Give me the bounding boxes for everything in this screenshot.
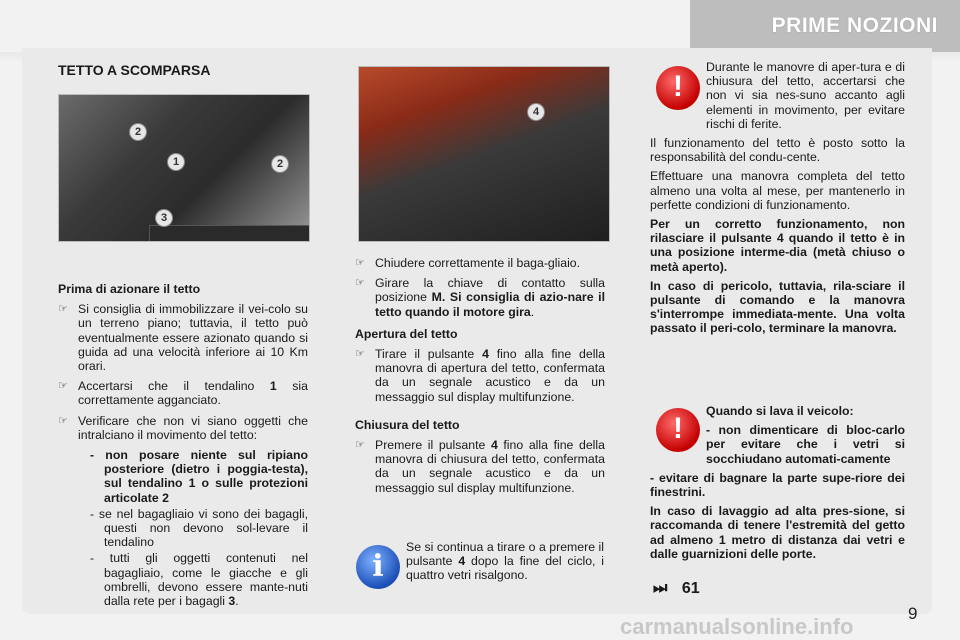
item-number: 3: [228, 594, 236, 609]
pointing-hand-icon: ☞: [355, 257, 365, 269]
warning-icon: !: [656, 66, 700, 110]
list-item: [58, 302, 308, 373]
item-text: Premere il pulsante: [375, 438, 486, 453]
item-text: Accertarsi che il tendalino: [78, 379, 255, 394]
note-text: dopo la fine del ciclo, i quattro vetri risalgono.: [406, 554, 605, 583]
trunk-cover: [149, 225, 310, 242]
photo-label: 4: [527, 103, 545, 121]
photo-label: 2: [271, 155, 289, 173]
punctuation: .: [530, 304, 535, 319]
item-number: 4: [482, 347, 489, 362]
wash-line: - non dimenticare di bloc-carlo per evitare che i vetri si socchiudano automati-camente: [706, 423, 905, 466]
warning-icon: !: [656, 408, 700, 452]
list-item: [355, 276, 605, 319]
list-item: [58, 379, 308, 407]
wash-note: [650, 404, 905, 566]
item-text: Tirare il pulsante: [375, 347, 475, 362]
info-icon: i: [356, 545, 400, 589]
pointing-hand-icon: ☞: [58, 414, 68, 427]
page-reference[interactable]: [653, 580, 700, 598]
item-text: Girare la chiave di contatto sulla posizione: [375, 276, 605, 305]
column-warnings: [650, 60, 905, 341]
warning-paragraph: Il funzionamento del tetto è posto sotto la responsabilità del condu-cente.: [650, 136, 905, 165]
subheading: Chiusura del tetto: [355, 417, 460, 432]
item-number: 1: [269, 379, 277, 394]
dash-item: - non posare niente sul ripiano posteriore (dietro i poggia-testa), sul tendalino 1 o sulle protezioni articolate 2: [90, 448, 308, 505]
item-text-bold: . Si consiglia di azio-nare il tetto quando il motore gira: [375, 290, 605, 319]
item-text: Chiudere correttamente il baga-gliaio.: [375, 256, 581, 270]
photo-label: 2: [129, 123, 147, 141]
item-text: fino alla fine della manovra di chiusura del tetto, confermata da un segnale acustico e da un messaggio sul display multifunzione.: [375, 438, 605, 495]
wash-line: - evitare di bagnare la parte supe-riore dei finestrini.: [650, 470, 905, 500]
subheading: Apertura del tetto: [355, 326, 458, 341]
pointing-hand-icon: ☞: [355, 439, 365, 452]
pointing-hand-icon: ☞: [58, 380, 68, 393]
pointing-hand-icon: ☞: [58, 303, 68, 316]
section-title: TETTO A SCOMPARSA: [58, 62, 211, 78]
key-position: M: [431, 290, 442, 305]
photo-label: 1: [167, 153, 185, 171]
reference-page: 61: [681, 580, 700, 597]
item-text: fino alla fine della manovra di apertura del tetto, confermata da un segnale acustico e da un messaggio sul display multifunzione.: [375, 347, 606, 404]
warning-paragraph: In caso di pericolo, tuttavia, rila-sciare il pulsante di comando e la manovra s'interrompe immediata-mente. Una volta passato il peri-colo, terminare la manovra.: [650, 278, 905, 336]
list-item: [355, 256, 605, 270]
page-header-title: PRIME NOZIONI: [771, 14, 938, 37]
dash-item: [74, 551, 308, 608]
warning-paragraph: Per un corretto funzionamento, non rilasciare il pulsante 4 quando il tetto è in una posizione interme-dia (metà chiuso o metà aperto).: [650, 217, 905, 274]
dash-item: - se nel bagagliaio vi sono dei bagagli, questi non devono sol-levare il tendalino: [90, 506, 308, 550]
roof-switch-photo: [358, 66, 610, 242]
photo-label: 3: [155, 209, 173, 227]
item-number: 4: [490, 438, 498, 453]
column-operation: [355, 256, 605, 501]
column-before-operation: [58, 282, 308, 610]
item-text: Si consiglia di immobilizzare il vei-colo su un terreno piano; tuttavia, il tetto può eventualmente essere azionato quando si guida ad una velocità inferiore ai 10 Km orari.: [78, 302, 308, 374]
item-text: Verificare che non vi siano oggetti che intralciano il movimento del tetto:: [78, 413, 308, 442]
list-item: [58, 414, 308, 442]
list-item: [355, 347, 605, 404]
wash-heading: Quando si lava il veicolo:: [706, 404, 854, 418]
fast-forward-icon: ⏭: [653, 580, 668, 597]
punctuation: .: [235, 594, 239, 609]
subheading: Prima di azionare il tetto: [58, 282, 201, 296]
info-note: [406, 540, 604, 583]
item-text: sia correttamente agganciato.: [78, 379, 308, 408]
page-number: 9: [908, 604, 918, 623]
note-text: Se si continua a tirare o a premere il pulsante: [406, 540, 604, 569]
pointing-hand-icon: ☞: [355, 277, 365, 290]
trunk-photo: [58, 94, 310, 242]
wash-line: In caso di lavaggio ad alta pres-sione, si raccomanda di tenere l'estremità del getto ad almeno 1 metro di distanza dai vetri e dalle guarnizioni delle porte.: [650, 504, 905, 561]
item-number: 4: [458, 554, 466, 569]
warning-paragraph: Durante le manovre di aper-tura e di chiusura del tetto, accertarsi che non vi sia nes-suno accanto agli elementi in movimento, per evitare rischi di ferite.: [706, 60, 905, 131]
pointing-hand-icon: ☞: [355, 348, 365, 361]
list-item: [355, 438, 605, 495]
warning-paragraph: Effettuare una manovra completa del tetto almeno una volta al mese, per mantenerlo in perfette condizioni di funzionamento.: [650, 169, 905, 212]
dash-text: - tutti gli oggetti contenuti nel bagagliaio, come le giacche e gli ombrelli, devono essere mante-nuti dalla rete per i bagagli: [90, 551, 308, 609]
watermark: carmanualsonline.info: [620, 614, 854, 639]
